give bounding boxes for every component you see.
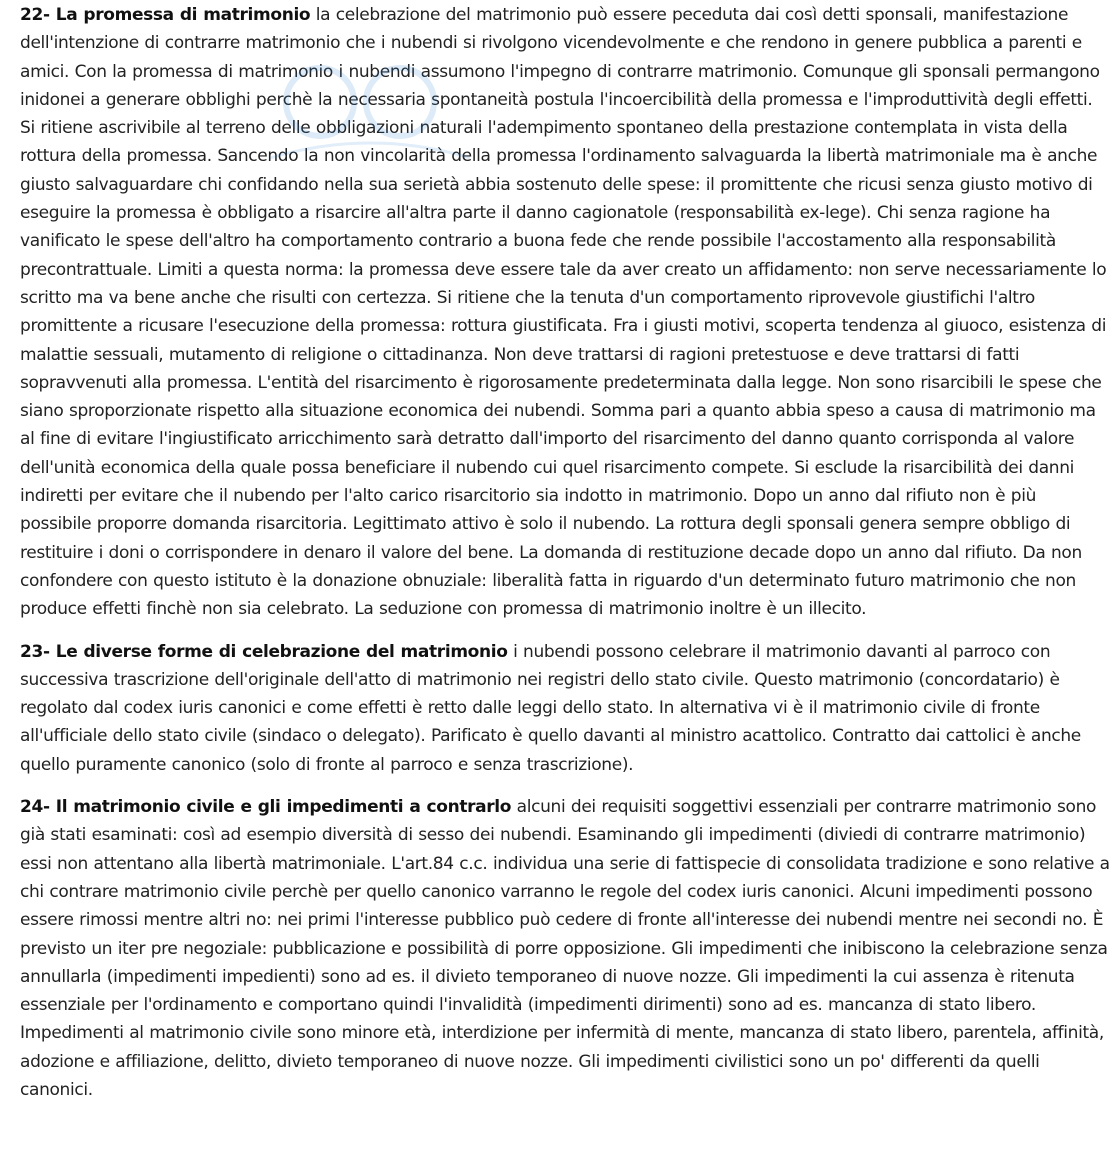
- section-body: i nubendi possono celebrare il matrimonio davanti al parroco con successiva trascrizione dell'originale dell'atto di matrimonio nei registri dello stato civile. Questo matrimonio (concordatario) è regolato dal codex iuris canonici e come effetti è retto dalle leggi dello stato. In alternativa vi è il matrimonio civile di fronte all'ufficiale dello stato civile (sindaco o delegato). Parificato è quello davanti al ministro acattolico. Contratto dai cattolici è anche quello puramente canonico (solo di fronte al parroco e senza trascrizione).: [20, 641, 1081, 775]
- section-23: [20, 638, 1110, 779]
- section-title: 24- Il matrimonio civile e gli impedimenti a contrarlo: [20, 797, 512, 818]
- section-title: 23- Le diverse forme di celebrazione del matrimonio: [20, 641, 508, 662]
- section-22: [20, 1, 1110, 624]
- section-paragraph: [20, 793, 1110, 1104]
- section-body: la celebrazione del matrimonio può essere peceduta dai così detti sponsali, manifestazione dell'intenzione di contrarre matrimonio che i nubendi si rivolgono vicendevolmente e che rendono in genere pubblica a parenti e amici. Con la promessa di matrimonio i nubendi assumono l'impegno di contrarre matrimonio. Comunque gli sponsali permangono inidonei a generare obblighi perchè la necessaria spontaneità postula l'incoercibilità della promessa e l'improduttività degli effetti. Si ritiene ascrivibile al terreno delle obbligazioni naturali l'adempimento spontaneo della prestazione contemplata in vista della rottura della promessa. Sancendo la non vincolarità della promessa l'ordinamento salvaguarda la libertà matrimoniale ma è anche giusto salvaguardare chi confidando nella sua serietà abbia sostenuto delle spese: il promittente che ricusi senza giusto motivo di eseguire la promessa è obbligato a risarcire all'altra parte il danno cagionatole (responsabilità ex-lege). Chi senza ragione ha vanificato le spese dell'altro ha comportamento contrario a buona fede che rende possibile l'accostamento alla responsabilità precontrattuale. Limiti a questa norma: la promessa deve essere tale da aver creato un affidamento: non serve necessariamente lo scritto ma va bene anche che risulti con certezza. Si ritiene che la tenuta d'un comportamento riprovevole giustifichi l'altro promittente a ricusare l'esecuzione della promessa: rottura giustificata. Fra i giusti motivi, scoperta tendenza al giuoco, esistenza di malattie sessuali, mutamento di religione o cittadinanza. Non deve trattarsi di ragioni pretestuose e deve trattarsi di fatti sopravvenuti alla promessa. L'entità del risarcimento è rigorosamente predeterminata dalla legge. Non sono risarcibili le spese che siano sproporzionate rispetto alla situazione economica dei nubendi. Somma pari a quanto abbia speso a causa di matrimonio ma al fine di evitare l'ingiustificato arricchimento sarà detratto dall'importo del risarcimento del danno quanto corrisponda al valore dell'unità economica della quale possa beneficiare il nubendo cui quel risarcimento compete. Si esclude la risarcibilità dei danni indiretti per evitare che il nubendo per l'alto carico risarcitorio sia indotto in matrimonio. Dopo un anno dal rifiuto non è più possibile proporre domanda risarcitoria. Legittimato attivo è solo il nubendo. La rottura degli sponsali genera sempre obbligo di restituire i doni o corrispondere in denaro il valore del bene. La domanda di restituzione decade dopo un anno dal rifiuto. Da non confondere con questo istituto è la donazione obnuziale: liberalità fatta in riguardo d'un determinato futuro matrimonio che non produce effetti finchè non sia celebrato. La seduzione con promessa di matrimonio inoltre è un illecito.: [20, 5, 1107, 620]
- section-paragraph: [20, 1, 1110, 624]
- section-paragraph: [20, 638, 1110, 779]
- section-title: 22- La promessa di matrimonio: [20, 5, 311, 25]
- section-24: [20, 793, 1110, 1104]
- section-body: alcuni dei requisiti soggettivi essenziali per contrarre matrimonio sono già stati esaminati: così ad esempio diversità di sesso dei nubendi. Esaminando gli impedimenti (diviedi di contrarre matrimonio) essi non attentano alla libertà matrimoniale. L'art.84 c.c. individua una serie di fattispecie di consolidata tradizione e sono relative a chi contrare matrimonio civile perchè per quello canonico varranno le regole del codex iuris canonici. Alcuni impedimenti possono essere rimossi mentre altri no: nei primi l'interesse pubblico può cedere di fronte all'interesse dei nubendi mentre nei secondi no. È previsto un iter pre negoziale: pubblicazione e possibilità di porre opposizione. Gli impedimenti che inibiscono la celebrazione senza annullarla (impedimenti impedienti) sono ad es. il divieto temporaneo di nuove nozze. Gli impedimenti la cui assenza è ritenuta essenziale per l'ordinamento e comportano quindi l'invalidità (impedimenti dirimenti) sono ad es. mancanza di stato libero. Impedimenti al matrimonio civile sono minore età, interdizione per infermità di mente, mancanza di stato libero, parentela, affinità, adozione e affiliazione, delitto, divieto temporaneo di nuove nozze. Gli impedimenti civilistici sono un po' differenti da quelli canonici.: [20, 797, 1110, 1100]
